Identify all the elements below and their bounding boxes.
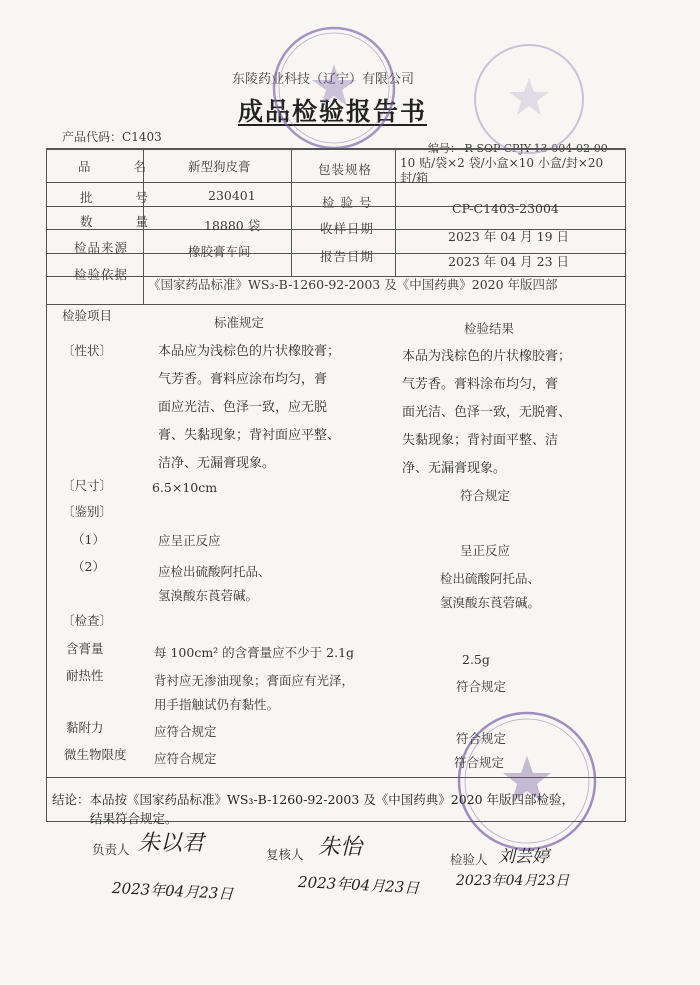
spec-label: 包装规格 — [318, 162, 373, 177]
section-appearance: 〔性状〕 — [62, 343, 113, 358]
reviewer-label: 复核人 — [266, 847, 304, 862]
inspection-no-label: 检 验 号 — [322, 195, 373, 210]
result-microbe: 符合规定 — [454, 755, 505, 770]
sample-date-label: 收样日期 — [320, 221, 375, 236]
inspector-label: 检验人 — [450, 852, 488, 867]
manager-signature: 朱以君 — [138, 831, 205, 856]
col-item-header: 检验项目 — [62, 308, 113, 323]
standard-microbe: 应符合规定 — [154, 751, 217, 766]
basis-label: 检验依据 — [74, 267, 129, 282]
result-adhesion: 符合规定 — [456, 731, 507, 746]
top-right-stamp — [470, 40, 588, 158]
check-content-label: 含膏量 — [66, 641, 104, 656]
quantity-value: 18880 袋 — [204, 218, 261, 233]
check-heat-label: 耐热性 — [66, 668, 104, 683]
source-label: 检品来源 — [74, 240, 129, 255]
standard-heat: 背衬应无渗油现象；膏面应有光泽， 用手指触试仍有黏性。 — [154, 673, 355, 712]
reviewer-signature: 朱怡 — [318, 835, 363, 860]
standard-content: 每 100cm² 的含膏量应不少于 2.1g — [154, 645, 355, 660]
product-name: 新型狗皮膏 — [188, 159, 251, 174]
standard-identify-1: 应呈正反应 — [158, 533, 221, 548]
standard-identify-2: 应检出硫酸阿托品、 氢溴酸东莨菪碱。 — [158, 564, 271, 603]
spec-line2: 封/箱 — [400, 171, 429, 185]
inspector-signature: 刘芸婷 — [498, 847, 549, 867]
result-identify-1: 呈正反应 — [460, 543, 511, 558]
manager-label: 负责人 — [92, 842, 130, 857]
product-code: 产品代码：C1403 — [62, 130, 162, 144]
result-content: 2.5g — [462, 652, 490, 667]
name-label: 品 名 — [78, 159, 153, 174]
section-size: 〔尺寸〕 — [62, 478, 113, 493]
reviewer-date: 2023年04月23日 — [297, 872, 420, 898]
identify-item-1: （1） — [72, 532, 105, 547]
batch-label: 批 号 — [80, 190, 155, 205]
document-number: 编号： R-SOP-CPJY-13-004-02-00 — [428, 142, 608, 155]
check-adhesion-label: 黏附力 — [66, 720, 104, 735]
section-check: 〔检查〕 — [62, 613, 113, 628]
manager-date: 2023年04月23日 — [111, 878, 234, 904]
result-heat: 符合规定 — [456, 679, 507, 694]
standard-size: 6.5×10cm — [152, 480, 218, 495]
basis-value: 《国家药品标准》WS₃-B-1260-92-2003 及《中国药典》2020 年版四部 — [148, 277, 558, 292]
spec-line1: 10 贴/袋×2 袋/小盒×10 小盒/封×20 — [400, 156, 604, 170]
report-date-label: 报告日期 — [320, 249, 375, 264]
top-center-stamp — [268, 22, 400, 154]
col-result-header: 检验结果 — [464, 321, 515, 336]
standard-adhesion: 应符合规定 — [154, 724, 217, 739]
identify-item-2: （2） — [72, 559, 105, 574]
standard-appearance: 本品应为浅棕色的片状橡胶膏； 气芳香。膏料应涂布均匀，膏 面应光洁、色泽一致，应无脱 膏、失黏现象；背衬面应平整、 洁净、无漏膏现象。 — [158, 344, 341, 471]
col-standard-header: 标准规定 — [214, 315, 265, 330]
source-value: 橡胶膏车间 — [188, 244, 251, 259]
sample-date: 2023 年 04 月 19 日 — [448, 229, 569, 244]
quantity-label: 数 量 — [80, 214, 155, 229]
company-name: 东陵药业科技（辽宁）有限公司 — [232, 72, 415, 87]
report-title: 成品检验报告书 — [238, 97, 428, 126]
inspection-number: CP-C1403-23004 — [452, 201, 559, 216]
conclusion: 结论：本品按《国家药品标准》WS₃-B-1260-92-2003 及《中国药典》2020 年版四部检验， 结果符合规定。 — [52, 792, 575, 826]
result-appearance: 本品为浅棕色的片状橡胶膏； 气芳香。膏料涂布均匀，膏 面光洁、色泽一致，无脱膏、 失黏现象；背衬面平整、洁 净、无漏膏现象。 — [402, 349, 572, 476]
result-identify-2: 检出硫酸阿托品、 氢溴酸东莨菪碱。 — [440, 571, 541, 610]
inspector-date: 2023年04月23日 — [456, 873, 570, 889]
check-microbe-label: 微生物限度 — [64, 747, 127, 762]
section-identify: 〔鉴别〕 — [62, 504, 113, 519]
report-date: 2023 年 04 月 23 日 — [448, 254, 569, 269]
batch-number: 230401 — [208, 188, 256, 203]
result-size: 符合规定 — [460, 488, 511, 503]
